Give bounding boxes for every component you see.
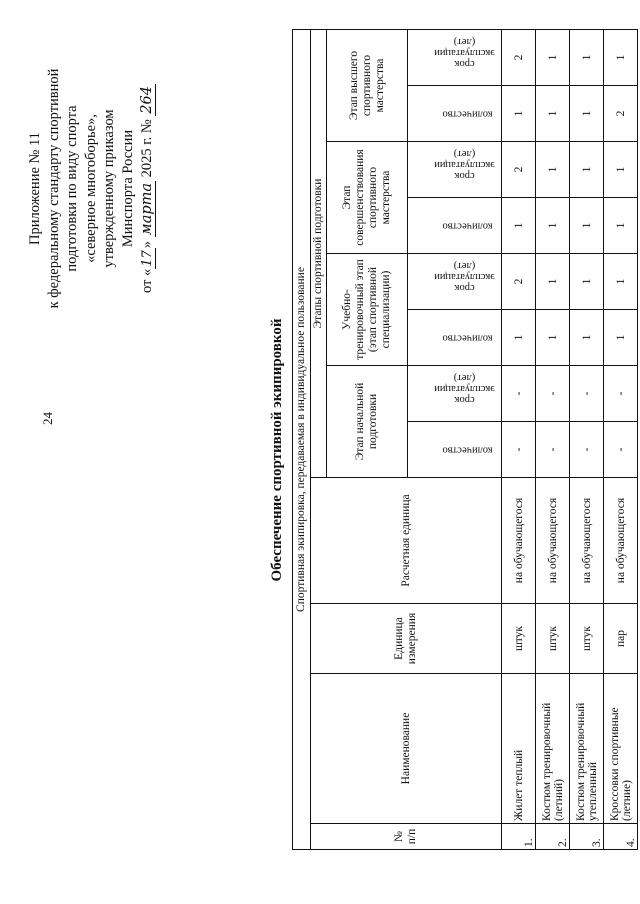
sub-term-line: срок (454, 170, 475, 182)
table-row (502, 29, 536, 849)
rotated-page-content (22, 20, 637, 880)
row-unit: штук (536, 604, 570, 674)
sub-qty-header (408, 310, 502, 366)
row-value: 1 (570, 310, 604, 366)
sub-term-line: срок (454, 282, 475, 294)
row-number: 2. (536, 824, 570, 850)
sub-qty-label: количество (442, 220, 493, 232)
appendix-line: утвержденному приказом (101, 109, 118, 268)
appendix-title: Приложение № 11 (27, 132, 43, 245)
row-unit: штук (502, 604, 536, 674)
sub-qty-header (408, 198, 502, 254)
stages-header: Этапы спортивной подготовки (311, 29, 327, 477)
row-value: - (502, 366, 536, 422)
table-row (604, 29, 638, 849)
row-value: 1 (502, 310, 536, 366)
appendix-line: Минспорта России (119, 129, 136, 248)
row-value: 1 (536, 142, 570, 198)
row-calc: на обучающегося (502, 478, 536, 604)
sub-qty-header (408, 422, 502, 478)
equipment-table (292, 29, 638, 850)
row-number: 4. (604, 824, 638, 850)
stage-header: Этап начальной подготовки (327, 366, 408, 478)
row-value: 1 (604, 310, 638, 366)
sub-term-label (434, 260, 495, 293)
order-line (138, 46, 158, 331)
sub-term-header (408, 29, 502, 85)
appendix-line: к федеральному стандарту спортивной (45, 68, 62, 309)
order-number-handwritten: 264 (138, 86, 155, 114)
row-value: 1 (502, 198, 536, 254)
sub-term-label (434, 148, 495, 181)
sub-term-line: эксплуатации (434, 47, 495, 59)
sub-term-line: эксплуатации (434, 383, 495, 395)
sub-qty-header (408, 86, 502, 142)
section-title: Обеспечение спортивной экипировкой (269, 318, 285, 582)
stage-header: Учебно-тренировочный этап (этап спортивной специализации) (327, 254, 408, 366)
row-value: - (502, 422, 536, 478)
row-unit: штук (570, 604, 604, 674)
stage-header: Этап высшего спортивного мастерства (327, 29, 408, 141)
appendix-line: «северное многоборье», (82, 114, 99, 263)
row-value: 1 (604, 29, 638, 85)
row-unit: пар (604, 604, 638, 674)
row-value: 1 (570, 142, 604, 198)
sub-term-header (408, 254, 502, 310)
row-value: 1 (604, 142, 638, 198)
sub-term-line: (лет) (453, 148, 476, 160)
group-header: Спортивная экипировка, передаваемая в индивидуальное пользование (293, 29, 311, 849)
col-calc-header: Расчетная единица (311, 478, 502, 604)
sub-term-line: срок (454, 394, 475, 406)
order-day-handwritten: 17 (139, 250, 155, 267)
appendix-header (26, 46, 157, 331)
sub-term-header (408, 366, 502, 422)
stage-header: Этап совершенствования спортивного мастерства (327, 142, 408, 254)
table-row (570, 29, 604, 849)
row-value: - (536, 366, 570, 422)
sub-term-label (434, 372, 495, 405)
row-value: 2 (604, 86, 638, 142)
row-value: - (604, 422, 638, 478)
col-num-header: № п/п (311, 824, 502, 850)
sub-term-header (408, 142, 502, 198)
row-value: 1 (536, 198, 570, 254)
row-calc: на обучающегося (570, 478, 604, 604)
row-number: 1. (502, 824, 536, 850)
row-value: 1 (570, 254, 604, 310)
sub-term-line: срок (454, 58, 475, 70)
col-name-header: Наименование (311, 674, 502, 824)
sub-qty-label: количество (442, 444, 493, 456)
row-calc: на обучающегося (536, 478, 570, 604)
row-value: 1 (536, 254, 570, 310)
row-value: 1 (604, 198, 638, 254)
sub-term-line: (лет) (453, 260, 476, 272)
row-value: 1 (570, 86, 604, 142)
row-name: Кроссовки спортивные (летние) (604, 674, 638, 824)
order-year: 2025 г. № (138, 119, 155, 178)
col-unit-header: Единица измерения (311, 604, 502, 674)
row-value: - (570, 366, 604, 422)
row-name: Жилет теплый (502, 674, 536, 824)
row-value: 1 (502, 86, 536, 142)
order-mid: » (138, 240, 155, 249)
order-month-handwritten: марта (138, 182, 155, 236)
row-value: 2 (502, 254, 536, 310)
row-value: 2 (502, 29, 536, 85)
row-value: 2 (502, 142, 536, 198)
sub-term-line: (лет) (453, 36, 476, 48)
row-value: - (536, 422, 570, 478)
row-value: 1 (604, 254, 638, 310)
page-number: 24 (40, 412, 55, 425)
row-number: 3. (570, 824, 604, 850)
row-value: 1 (536, 86, 570, 142)
sub-qty-label: количество (442, 332, 493, 344)
table-row (536, 29, 570, 849)
row-calc: на обучающегося (604, 478, 638, 604)
row-name: Костюм тренировочный (летний) (536, 674, 570, 824)
row-value: 1 (536, 29, 570, 85)
row-value: 1 (570, 198, 604, 254)
row-name: Костюм тренировочный утепленный (570, 674, 604, 824)
appendix-line: подготовки по виду спорта (64, 105, 81, 272)
order-prefix: от « (138, 268, 155, 294)
sub-term-line: (лет) (453, 372, 476, 384)
sub-term-line: эксплуатации (434, 271, 495, 283)
row-value: - (570, 422, 604, 478)
row-value: - (604, 366, 638, 422)
row-value: 1 (570, 29, 604, 85)
sub-qty-label: количество (442, 108, 493, 120)
row-value: 1 (536, 310, 570, 366)
sub-term-line: эксплуатации (434, 159, 495, 171)
sub-term-label (434, 36, 495, 69)
